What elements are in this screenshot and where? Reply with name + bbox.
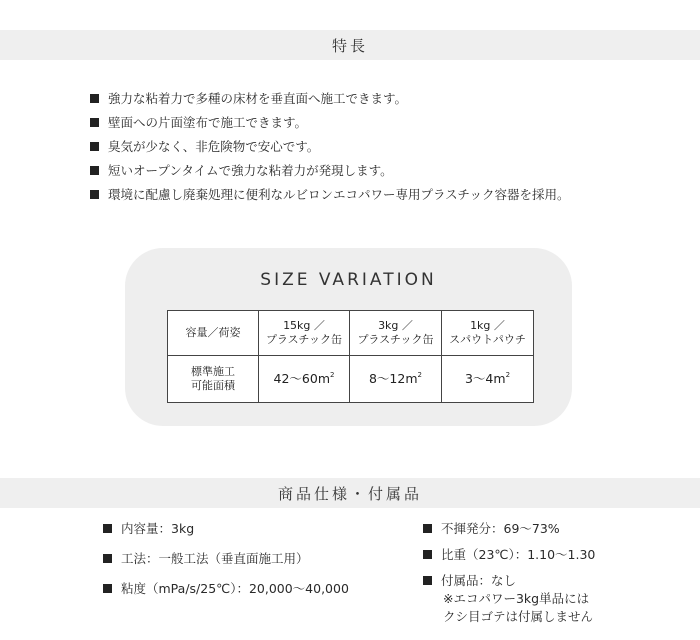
area-cell	[350, 356, 442, 403]
spec-text: 内容量：3kg	[121, 521, 195, 536]
bullet-square-icon	[103, 524, 112, 533]
features-list	[90, 86, 570, 206]
features-heading-band	[0, 30, 700, 60]
package-label: プラスチック缶	[357, 333, 434, 346]
row-label-line: 可能面積	[191, 379, 235, 392]
spec-text: 不揮発分：69～73%	[441, 521, 560, 536]
specs-right-list	[423, 520, 596, 624]
feature-item	[90, 110, 570, 134]
feature-item	[90, 134, 570, 158]
spec-item	[103, 550, 349, 580]
features-heading: 特長	[331, 36, 368, 55]
feature-item	[90, 86, 570, 110]
specs-left-list	[103, 520, 349, 610]
package-label: プラスチック缶	[265, 333, 343, 346]
feature-text: 壁面への片面塗布で施工できます。	[108, 115, 308, 130]
spec-text: 粘度（mPa/s/25℃）：20,000～40,000	[121, 581, 349, 596]
area-unit-sup: 2	[417, 371, 422, 379]
spec-note-line: クシ目ゴテは付属しません	[443, 609, 594, 624]
size-variation-title: SIZE VARIATION	[260, 270, 437, 290]
feature-text: 臭気が少なく、非危険物で安心です。	[108, 139, 320, 154]
bullet-square-icon	[90, 166, 99, 175]
size-label: 15kg ／	[283, 319, 325, 332]
feature-item	[90, 182, 570, 206]
spec-multiline	[441, 572, 593, 626]
feature-text: 環境に配慮し廃棄処理に便利なルビロンエコパワー専用プラスチック容器を採用。	[108, 187, 570, 202]
area-value: 3～4m	[464, 371, 506, 386]
size-cell	[259, 311, 350, 356]
table-row	[168, 311, 534, 356]
header-label: 容量／荷姿	[185, 326, 241, 339]
feature-text: 強力な粘着力で多種の床材を垂直面へ施工できます。	[108, 91, 408, 106]
feature-text: 短いオープンタイムで強力な粘着力が発現します。	[108, 163, 393, 178]
size-cell	[442, 311, 534, 356]
table-row	[168, 356, 534, 403]
spec-note-line: ※エコパワー3kg単品には	[443, 591, 590, 606]
bullet-square-icon	[90, 94, 99, 103]
spec-text: 比重（23℃）：1.10～1.30	[441, 547, 596, 562]
bullet-square-icon	[90, 118, 99, 127]
spec-item	[423, 520, 595, 546]
header-cell	[168, 311, 259, 356]
row-label-line: 標準施工	[191, 365, 235, 378]
package-label: スパウトパウチ	[449, 333, 526, 346]
area-value: 42～60m	[273, 371, 331, 386]
bullet-square-icon	[423, 576, 432, 585]
size-label: 3kg ／	[378, 319, 413, 332]
area-cell	[442, 356, 534, 403]
area-value: 8～12m	[368, 371, 418, 386]
specs-heading: 商品仕様・付属品	[277, 484, 422, 503]
bullet-square-icon	[90, 190, 99, 199]
specs-heading-band	[0, 478, 700, 508]
area-unit-sup: 2	[330, 371, 335, 379]
bullet-square-icon	[103, 554, 112, 563]
bullet-square-icon	[423, 550, 432, 559]
spec-item	[103, 520, 349, 550]
spec-item	[423, 572, 595, 624]
size-label: 1kg ／	[470, 319, 505, 332]
spec-text: 付属品：なし	[441, 573, 517, 588]
size-cell	[350, 311, 442, 356]
spec-item	[423, 546, 595, 572]
spec-item	[103, 580, 349, 610]
row-label-cell	[168, 356, 259, 403]
bullet-square-icon	[90, 142, 99, 151]
size-variation-panel	[125, 248, 572, 426]
spec-text: 工法：一般工法（垂直面施工用）	[121, 551, 309, 566]
size-variation-table	[167, 310, 534, 403]
bullet-square-icon	[103, 584, 112, 593]
area-cell	[259, 356, 350, 403]
bullet-square-icon	[423, 524, 432, 533]
area-unit-sup: 2	[505, 371, 511, 379]
feature-item	[90, 158, 570, 182]
